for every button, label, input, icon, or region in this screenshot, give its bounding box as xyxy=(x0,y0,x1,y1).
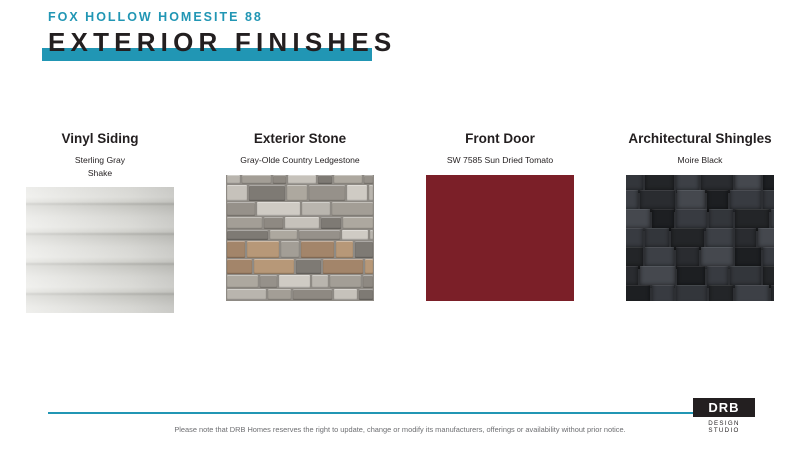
finish-item-front-door xyxy=(400,130,600,313)
finish-detail: Moire Black xyxy=(677,155,723,166)
finish-detail: Gray-Olde Country Ledgestone xyxy=(240,155,360,166)
finish-item-exterior-stone xyxy=(200,130,400,313)
architectural-shingles-swatch xyxy=(626,175,774,301)
finish-item-architectural-shingles xyxy=(600,130,800,313)
finish-detail-line1: Sterling Gray xyxy=(74,155,126,166)
drb-design-studio-logo xyxy=(693,398,755,434)
footer-divider xyxy=(48,412,752,414)
front-door-swatch xyxy=(426,175,574,301)
finish-selection-grid xyxy=(0,130,800,313)
finish-title: Vinyl Siding xyxy=(61,131,139,146)
finish-detail-line2: Shake xyxy=(87,167,113,178)
finish-title: Exterior Stone xyxy=(253,131,347,146)
vinyl-siding-swatch xyxy=(26,187,174,313)
finish-detail: SW 7585 Sun Dried Tomato xyxy=(446,155,554,166)
community-homesite-label: FOX HOLLOW HOMESITE 88 xyxy=(48,10,263,24)
finish-detail xyxy=(0,154,200,179)
finish-title: Front Door xyxy=(465,131,535,146)
logo-subtitle: DESIGN STUDIO xyxy=(708,420,740,434)
page-title: EXTERIOR FINISHES xyxy=(48,27,397,57)
finish-item-vinyl-siding xyxy=(0,130,200,313)
finish-title: Architectural Shingles xyxy=(628,131,772,146)
logo-mark: DRB xyxy=(693,398,755,417)
disclaimer-text: Please note that DRB Homes reserves the right to update, change or modify its manufacturers, offerings or availability without prior notice. xyxy=(174,425,626,434)
exterior-stone-swatch xyxy=(226,175,374,301)
